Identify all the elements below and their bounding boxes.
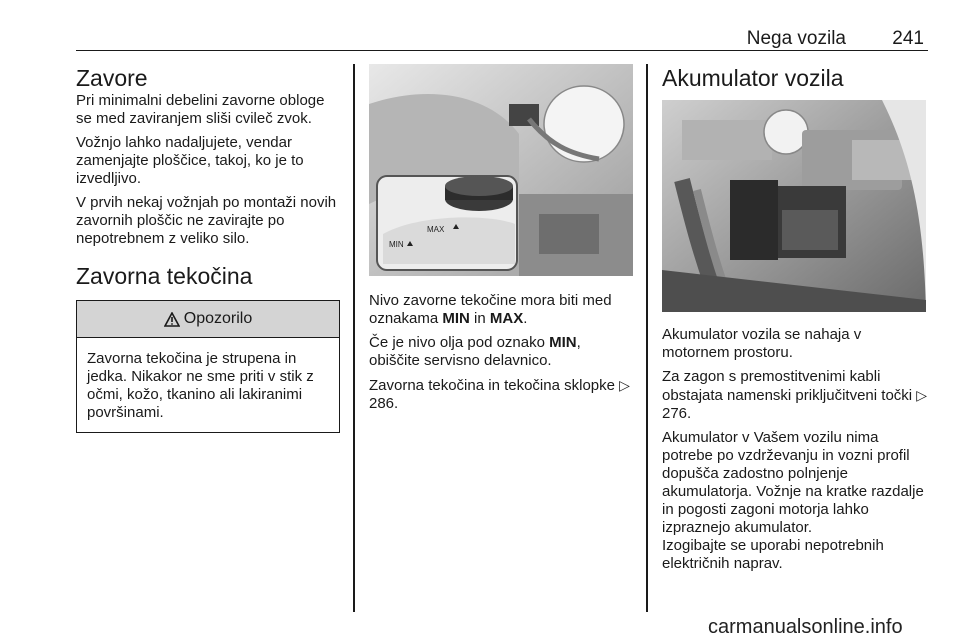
watermark: carmanualsonline.info <box>708 616 903 638</box>
image-label-max: MAX <box>427 225 445 234</box>
battery-engine-bay-image <box>662 100 926 312</box>
page-reference-link[interactable]: 276. <box>662 405 692 422</box>
paragraph-new-pads: V prvih nekaj vožnjah po montaži novih zavornih ploščic ne zavirajte po nepotrebnem z veliko silo. <box>76 194 337 247</box>
paragraph-brake-wear: Pri minimalni debelini zavorne obloge se med zaviranjem sliši cvileč zvok. <box>76 92 325 127</box>
warning-box <box>76 300 340 433</box>
paragraph-maintenance-free: Akumulator v Vašem vozilu nima potrebe po vzdrževanju in vozni profil dopušča zadostno polnjenje akumulatorja. Vožnje na kratke razdalje in pogosti zagoni motorja lahko izpraznejo akumulator. <box>662 429 924 536</box>
paragraph-jump-start: Za zagon s premostitvenimi kabli obstajata namenski priključitveni točki ▷ 276. <box>662 368 928 422</box>
paragraph-avoid-consumers: Izogibajte se uporabi nepotrebnih električnih naprav. <box>662 537 884 572</box>
page-reference-arrow-icon: ▷ <box>916 387 928 403</box>
heading-battery: Akumulator vozila <box>662 65 844 91</box>
image-label-min: MIN <box>389 240 404 249</box>
page-number: 241 <box>892 28 924 49</box>
paragraph-low-level: Če je nivo olja pod oznako MIN, obiščite servisno delavnico. <box>369 334 581 369</box>
column-2 <box>369 64 633 419</box>
column-divider-1 <box>353 64 355 612</box>
warning-triangle-icon <box>164 312 180 327</box>
page-header <box>76 26 928 51</box>
paragraph-continue-driving: Vožnjo lahko nadaljujete, vendar zamenjajte ploščice, takoj, ko je to izvedljivo. <box>76 134 304 187</box>
paragraph-fluid-level: Nivo zavorne tekočine mora biti med oznakama MIN in MAX. <box>369 292 612 327</box>
warning-title: Opozorilo <box>183 310 253 327</box>
heading-brakes: Zavore <box>76 65 148 91</box>
brake-fluid-reservoir-image <box>369 64 633 276</box>
heading-brake-fluid: Zavorna tekočina <box>76 263 253 289</box>
page-reference-arrow-icon: ▷ <box>619 377 630 393</box>
paragraph-clutch-fluid: Zavorna tekočina in tekočina sklopke ▷ 286. <box>369 377 630 412</box>
warning-header <box>77 301 339 338</box>
warning-text: Zavorna tekočina je strupena in jedka. Nikakor ne sme priti v stik z očmi, kožo, tkanino ali lakiranimi površinami. <box>87 350 314 421</box>
column-3 <box>662 64 928 579</box>
warning-body <box>77 338 339 432</box>
section-title: Nega vozila <box>746 28 846 49</box>
column-1 <box>76 64 340 433</box>
paragraph-battery-location: Akumulator vozila se nahaja v motornem prostoru. <box>662 326 862 361</box>
column-divider-2 <box>646 64 648 612</box>
page-reference-link[interactable]: 286. <box>369 395 399 412</box>
